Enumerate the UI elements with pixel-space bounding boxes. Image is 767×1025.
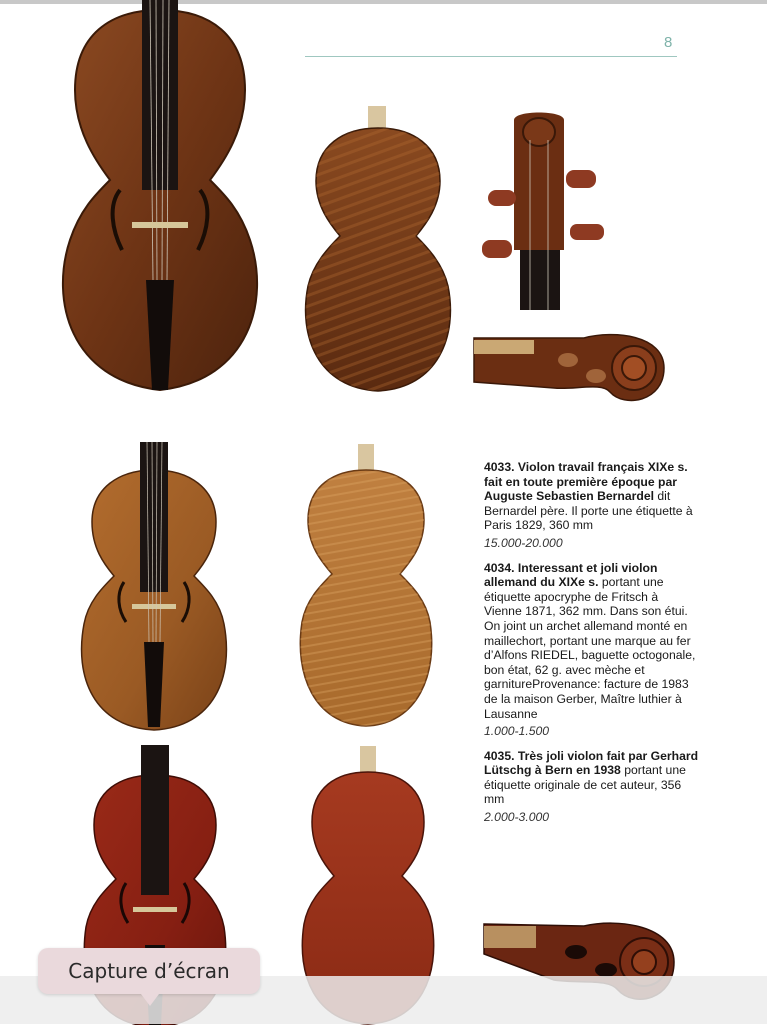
lot-title: 4034. Interessant et joli violon allemand du XIXe s.: [484, 560, 658, 590]
lot-descriptions: [484, 460, 699, 835]
lot-entry-4034: [484, 561, 699, 739]
violin-scroll-side-photo-4033: [474, 330, 674, 410]
lot-title: 4033. Violon travail français XIXe s. fait en toute première époque par Auguste Sebastien Bernardel: [484, 460, 688, 504]
lot-title: 4035. Très joli violon fait par Gerhard Lütschg à Bern en 1938: [484, 748, 699, 778]
lot-entry-4033: [484, 460, 699, 551]
violin-front-photo-4033: [50, 0, 270, 400]
lot-estimate: 15.000-20.000: [484, 535, 563, 550]
capture-ecran-button[interactable]: [38, 948, 260, 994]
capture-tooltip-pointer: [141, 994, 159, 1006]
capture-ecran-label: Capture d’écran: [68, 959, 230, 983]
lot-description: portant une étiquette apocryphe de Fritsch à Vienne 1871, 362 mm. Dans son étui. On joint un archet allemand monté en maillechort, portant une marque au fer d’Alfons RIEDEL, baguette octogonale, bon état, 62 g. avec mèche et garnitureProvenance: facture de 1983 de la maison Gerber, Maître luthier à Lausanne: [484, 575, 696, 721]
lot-description: portant une étiquette originale de cet auteur, 356 mm: [484, 763, 686, 807]
violin-front-photo-4034: [74, 442, 234, 732]
lot-estimate: 2.000-3.000: [484, 810, 550, 825]
violin-scroll-front-photo-4033: [474, 110, 614, 310]
violin-back-photo-4033: [298, 106, 458, 396]
violin-back-photo-4034: [296, 444, 456, 729]
lot-description: dit Bernardel père. Il porte une étiquette à Paris 1829, 360 mm: [484, 489, 693, 533]
lot-estimate: 1.000-1.500: [484, 724, 550, 739]
page-number: 8: [664, 34, 673, 51]
lot-entry-4035: [484, 749, 699, 825]
header-rule: [305, 56, 677, 57]
